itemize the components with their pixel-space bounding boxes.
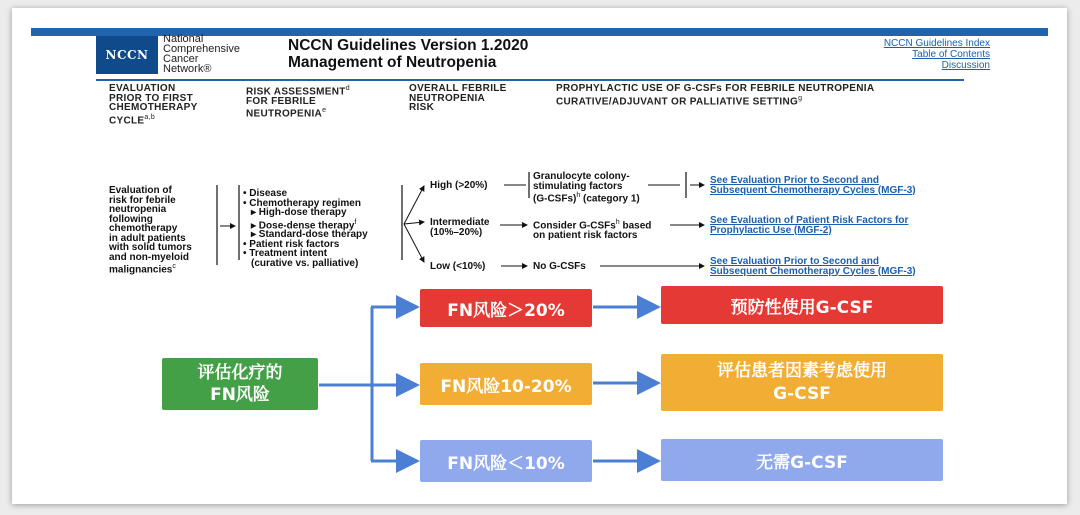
footnote-ref: h	[615, 219, 620, 226]
box-line: G-CSF	[773, 383, 831, 404]
column-heading-evaluation	[109, 84, 198, 125]
text-line: Granulocyte colony-	[533, 171, 630, 182]
text-line: in adult patients	[109, 232, 186, 244]
see-link-low[interactable]	[710, 257, 916, 276]
flow-result-mid-box	[661, 354, 943, 411]
action-low: No G-CSFs	[533, 261, 586, 272]
heading-line: NEUTROPENIA	[246, 108, 323, 120]
link-line[interactable]: See Evaluation of Patient Risk Factors for	[710, 215, 909, 226]
risk-factor-item: • Disease	[243, 188, 288, 199]
heading-line: PROPHYLACTIC USE OF G-CSFs FOR FEBRILE NEUTROPENIA	[556, 83, 875, 94]
heading-line: OVERALL FEBRILE	[409, 83, 507, 94]
footnote-ref: g	[798, 94, 803, 102]
text-line: neutropenia	[109, 204, 167, 215]
column-heading-prophylactic	[556, 84, 874, 106]
link-discussion[interactable]: Discussion	[941, 60, 990, 71]
arrow-to-low	[404, 224, 424, 262]
arrow-to-intermediate	[404, 222, 424, 224]
risk-factor-item: ▸ Standard-dose therapy	[251, 229, 368, 241]
risk-factor-item: (curative vs. palliative)	[251, 257, 359, 269]
guideline-title	[288, 37, 528, 71]
footnote-ref: h	[576, 192, 581, 199]
org-line: Cancer	[163, 53, 199, 65]
action-high	[533, 172, 640, 204]
link-line[interactable]: See Evaluation Prior to Second and	[710, 175, 879, 186]
text-line: on patient risk factors	[533, 229, 638, 241]
risk-factor-list	[243, 189, 368, 268]
footnote-ref: c	[172, 263, 176, 270]
text-line: Consider G-CSFs	[533, 220, 616, 232]
text-line: Evaluation of	[109, 185, 172, 196]
heading-line: CHEMOTHERAPY	[109, 102, 198, 113]
text-line: (category 1)	[580, 193, 640, 205]
risk-level-intermediate	[430, 218, 489, 237]
box-line: 评估化疗的	[197, 363, 283, 383]
org-name	[163, 34, 240, 74]
heading-line: FOR FEBRILE	[246, 95, 316, 107]
heading-line: RISK	[409, 102, 435, 113]
flow-result-low-box: 无需G-CSF	[661, 439, 943, 481]
risk-factor-item: • Chemotherapy regimen	[243, 197, 361, 209]
heading-line: CURATIVE/ADJUVANT OR PALLIATIVE SETTING	[556, 95, 799, 107]
evaluation-text	[109, 186, 192, 275]
footnote-ref: a,b	[144, 113, 156, 121]
heading-line: RISK ASSESSMENT	[246, 86, 346, 98]
flow-risk-mid-box: FN风险10-20%	[420, 363, 592, 405]
nav-links	[884, 38, 990, 71]
link-line[interactable]: Subsequent Chemotherapy Cycles (MGF-3)	[710, 184, 916, 196]
header-rule	[96, 79, 964, 81]
text-line: and non-myeloid	[109, 251, 189, 263]
risk-level-low: Low (<10%)	[430, 261, 486, 272]
nccn-logo: NCCN	[96, 36, 158, 74]
box-line: FN风险	[210, 385, 270, 405]
text-line: (10%–20%)	[430, 226, 483, 238]
org-line: National	[163, 33, 204, 45]
footnote-ref: e	[322, 107, 327, 115]
text-line: Intermediate	[430, 217, 490, 228]
text-line: stimulating factors	[533, 180, 623, 192]
flow-start-box	[162, 358, 318, 410]
org-line: Comprehensive	[163, 43, 241, 55]
link-line[interactable]: Prophylactic Use (MGF-2)	[710, 224, 832, 236]
link-line[interactable]: See Evaluation Prior to Second and	[710, 256, 879, 267]
link-line[interactable]: Subsequent Chemotherapy Cycles (MGF-3)	[710, 265, 916, 277]
risk-factor-item: • Patient risk factors	[243, 238, 340, 250]
text-line: following	[109, 213, 153, 225]
see-link-high[interactable]	[710, 176, 916, 195]
link-guidelines-index[interactable]: NCCN Guidelines Index	[883, 38, 990, 49]
heading-line: CYCLE	[109, 114, 145, 126]
text-line: risk for febrile	[109, 194, 176, 206]
column-heading-overall-risk	[409, 84, 507, 113]
org-line: Network®	[163, 63, 212, 75]
text-line: malignancies	[109, 264, 173, 276]
see-link-intermediate[interactable]	[710, 216, 908, 235]
column-heading-risk-assessment	[246, 84, 350, 119]
text-line: with solid tumors	[109, 242, 192, 253]
text-line: (G-CSFs)	[533, 193, 577, 205]
heading-line: PRIOR TO FIRST	[109, 92, 194, 104]
risk-factor-item: ▸ Dose-dense therapy	[251, 219, 355, 231]
heading-line: EVALUATION	[109, 83, 176, 94]
risk-level-high: High (>20%)	[430, 180, 488, 191]
flow-risk-low-box: FN风险＜10%	[420, 440, 592, 482]
action-intermediate	[533, 218, 651, 240]
text-line: based	[619, 220, 652, 232]
box-line: 评估患者因素考虑使用	[717, 360, 887, 381]
text-line: chemotherapy	[109, 223, 178, 234]
risk-factor-item: • Treatment intent	[243, 248, 328, 260]
title-line: NCCN Guidelines Version 1.2020	[288, 37, 529, 54]
flow-result-high-box: 预防性使用G-CSF	[661, 286, 943, 324]
heading-line: NEUTROPENIA	[409, 92, 486, 104]
arrow-to-high	[404, 186, 424, 224]
flow-risk-high-box: FN风险＞20%	[420, 289, 592, 327]
title-line: Management of Neutropenia	[288, 54, 497, 71]
footnote-ref: d	[345, 85, 350, 92]
link-table-of-contents[interactable]: Table of Contents	[912, 49, 990, 60]
footnote-ref: f	[354, 218, 357, 226]
risk-factor-item: ▸ High-dose therapy	[251, 207, 347, 218]
